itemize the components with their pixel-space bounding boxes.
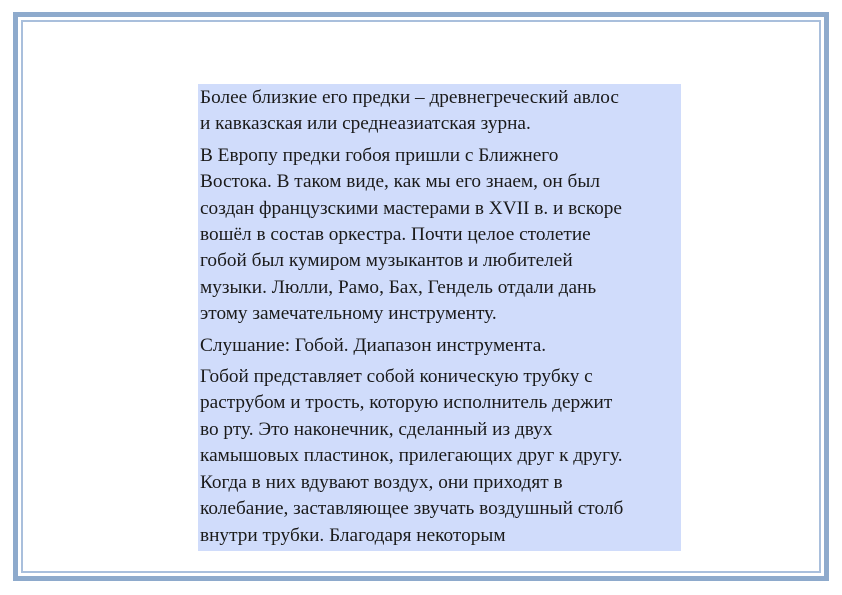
- text-line: В Европу предки гобоя пришли с Ближнего: [200, 144, 559, 166]
- paragraph-construction: [200, 364, 679, 549]
- text-line: этому замечательному инструменту.: [200, 303, 497, 325]
- text-line: Более близкие его предки – древнегреческий авлос: [200, 87, 619, 108]
- text-line: Слушание: Гобой. Диапазон инструмента.: [200, 334, 547, 356]
- paragraph-listening: [200, 333, 679, 359]
- text-line: камышовых пластинок, прилегающих друг к другу.: [200, 445, 623, 467]
- paragraph-ancestors: [200, 85, 679, 138]
- paragraph-history: [200, 143, 679, 328]
- text-line: Когда в них вдувают воздух, они приходят в: [200, 471, 563, 493]
- text-line: во рту. Это наконечник, сделанный из двух: [200, 418, 553, 440]
- text-line: Гобой представляет собой коническую трубку с: [200, 366, 593, 388]
- text-line: музыки. Люлли, Рамо, Бах, Гендель отдали дань: [200, 276, 597, 298]
- text-line: гобой был кумиром музыкантов и любителей: [200, 250, 573, 272]
- text-line: колебание, заставляющее звучать воздушный столб: [200, 498, 624, 520]
- text-line: внутри трубки. Благодаря некоторым: [200, 524, 506, 546]
- text-line: создан французскими мастерами в XVII в. и вскоре: [200, 197, 622, 219]
- text-line: раструбом и трость, которую исполнитель держит: [200, 392, 613, 414]
- text-line: Востока. В таком виде, как мы его знаем, он был: [200, 171, 600, 193]
- text-line: и кавказская или среднеазиатская зурна.: [200, 113, 531, 135]
- slide-text-box[interactable]: [198, 84, 681, 551]
- text-line: вошёл в состав оркестра. Почти целое столетие: [200, 224, 591, 246]
